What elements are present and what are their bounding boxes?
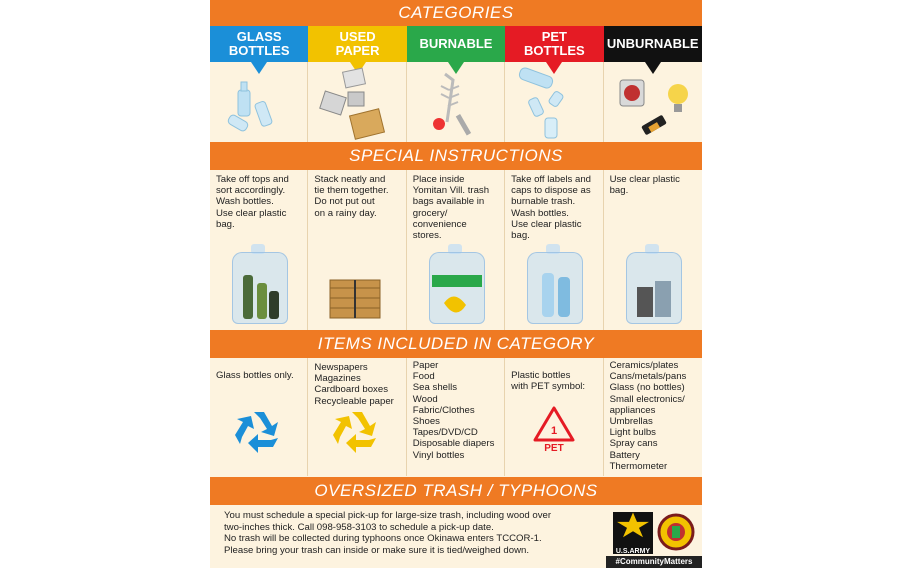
oversized-header [210,477,702,505]
category-pet-bottles: PET BOTTLES [505,26,603,62]
recycle-icon [234,408,284,456]
fishbone-icon [407,62,505,142]
categories-header [210,0,702,26]
glass-bottle-icon [210,62,308,142]
used-paper-illustration [308,62,406,142]
category-row [210,26,702,62]
pet-recycle-symbol-icon [531,404,577,452]
category-illustrations [210,62,702,142]
garrison-crest-logo [656,512,696,554]
hashtag-label: #CommunityMatters [606,556,702,568]
clear-bag-icon [626,252,682,324]
glass-instructions: Take off tops and sort accordingly. Wash bottles. Use clear plastic bag. [210,170,308,330]
special-instructions-header [210,142,702,170]
paper-items: Newspapers Magazines Cardboard boxes Recycleable paper [308,358,406,476]
oversized-notes: You must schedule a special pick-up for large-size trash, including wood over two-inches thick. Call 098-958-3103 to schedule a pick-up date. No trash will be collected during typhoons once Okinawa enters TCCOR-1. Please bring your trash can inside or make sure it is tied/weighed down. [224,510,552,556]
recycling-poster [210,0,702,568]
category-burnable: BURNABLE [407,26,505,62]
crest-icon [656,512,696,554]
yomitan-trash-bag-icon [429,252,485,324]
items-included-title: ITEMS INCLUDED IN CATEGORY [317,334,595,353]
pet-bottles-illustration [505,62,603,142]
oversized-title: OVERSIZED TRASH / TYPHOONS [314,481,598,500]
instructions-row [210,170,702,330]
special-instructions-title: SPECIAL INSTRUCTIONS [349,146,563,165]
tied-cardboard-icon [328,276,384,320]
army-logo: U.S.ARMY [613,512,653,554]
unburnable-illustration [604,62,702,142]
category-used-paper: USED PAPER [308,26,406,62]
pet-instructions: Take off labels and caps to dispose as burnable trash. Wash bottles. Use clear plastic bag. [505,170,603,330]
clear-bag-icon [527,252,583,324]
paper-stack-icon [308,62,406,142]
burnable-items: Paper Food Sea shells Wood Fabric/Clothes Shoes Tapes/DVD/CD Disposable diapers Vinyl bottles [407,358,505,476]
burnable-instructions: Place inside Yomitan Vill. trash bags available in grocery/ convenience stores. [407,170,505,330]
clear-bag-icon [232,252,288,324]
items-included-header [210,330,702,358]
recycle-icon [332,408,382,456]
items-row [210,358,702,476]
glass-items: Glass bottles only. [210,358,308,476]
burnable-illustration [407,62,505,142]
categories-title: CATEGORIES [398,3,514,22]
paper-instructions: Stack neatly and tie them together. Do not put out on a rainy day. [308,170,406,330]
svg-text:PET: PET [544,443,564,452]
unburnable-items: Ceramics/plates Cans/metals/pans Glass (no bottles) Small electronics/ appliances Umbrellas Light bulbs Spray cans Battery Thermometer [609,360,687,472]
unburnable-instructions: Use clear plastic bag. [604,170,702,330]
glass-bottles-illustration [210,62,308,142]
pet-items: Plastic bottles with PET symbol: 1 PET [505,358,603,476]
svg-text:1: 1 [551,425,558,437]
light-bulb-icon [604,62,702,142]
category-glass-bottles: GLASS BOTTLES [210,26,308,62]
category-unburnable: UNBURNABLE [604,26,702,62]
army-star-icon [613,512,653,542]
pet-bottle-icon [505,62,603,142]
